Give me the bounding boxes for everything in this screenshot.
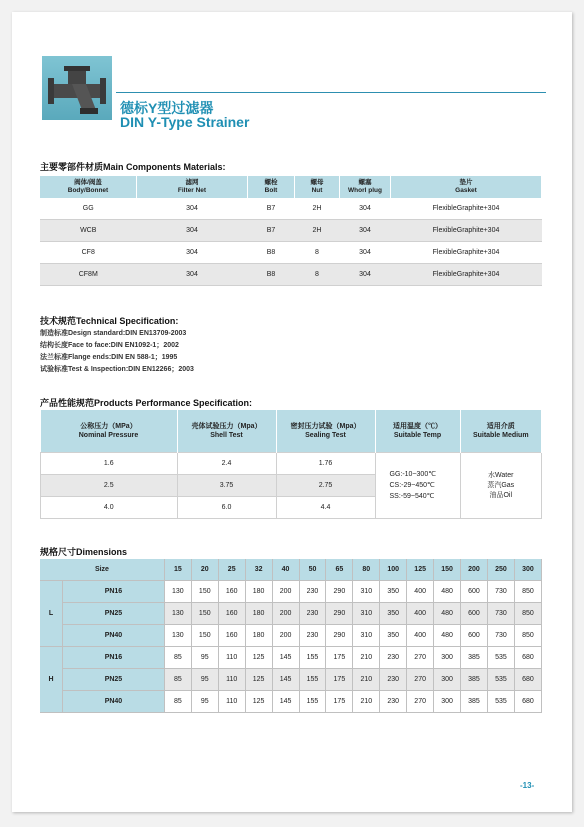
col-nominal-pressure: 公称压力（MPa） Nominal Pressure	[41, 410, 178, 453]
table-row: CF8 304 B8 8 304 FlexibleGraphite+304	[40, 242, 542, 264]
table-row: 4.0 6.0 4.4	[41, 497, 542, 519]
col-body-bonnet: 阀体/阀盖 Body/Bonnet	[40, 176, 137, 198]
performance-table	[40, 410, 542, 519]
header-rule	[116, 92, 546, 93]
col-suitable-temp: 适用温度（℃） Suitable Temp	[375, 410, 460, 453]
temp-cell: GG:-10~300℃ CS:-29~450℃ SS:-59~540℃	[375, 453, 460, 519]
medium-cell: 水Water 蒸汽Gas 油品Oil	[460, 453, 542, 519]
col-filter-net: 滤网 Filter Net	[137, 176, 248, 198]
dimensions-table	[40, 559, 542, 713]
spec-line-design: 制造标准Design standard:DIN EN13709-2003	[40, 330, 187, 337]
product-title-en: DIN Y-Type Strainer	[120, 114, 250, 130]
table-row: 1.6 2.4 1.76 GG:-10~300℃ CS:-29~450℃ SS:-59~540℃ 水Water 蒸汽Gas 油品Oil	[41, 453, 542, 475]
spec-line-test: 试验标准Test & Inspection:DIN EN12266；2003	[40, 366, 194, 373]
product-title-cn: 德标Y型过滤器	[120, 100, 214, 116]
dimensions-heading: 规格尺寸Dimensions	[40, 547, 128, 557]
col-nut: 螺母 Nut	[295, 176, 340, 198]
table-row: H PN16 85 95 110 125 145 155 175 210 230 270 300 385 535 680	[40, 647, 542, 669]
strainer-photo	[42, 56, 112, 120]
performance-heading: 产品性能规范Products Performance Specification:	[40, 398, 253, 408]
table-row: PN40 85 95 110 125 145 155 175 210 230 270 300 385 535 680	[40, 691, 542, 713]
table-row: L PN16 130 150 160 180 200 230 290 310 350 400 480 600 730 850	[40, 581, 542, 603]
strainer-icon	[42, 56, 112, 120]
col-sealing-test: 密封压力试验（Mpa） Sealing Test	[276, 410, 375, 453]
table-row: GG 304 B7 2H 304 FlexibleGraphite+304	[40, 198, 542, 220]
materials-table	[40, 176, 542, 286]
spec-line-face: 结构长度Face to face:DIN EN1092-1；2002	[40, 342, 179, 349]
spec-line-flange: 法兰标准Flange ends:DIN EN 588-1；1995	[40, 354, 178, 361]
col-suitable-medium: 适用介质 Suitable Medium	[460, 410, 542, 453]
dimensions-size-row: Size 15 20 25 32 40 50 65 80 100 125 150 200 250 300	[40, 559, 542, 581]
table-row: WCB 304 B7 2H 304 FlexibleGraphite+304	[40, 220, 542, 242]
materials-heading: 主要零部件材质Main Components Materials:	[40, 162, 226, 172]
table-row: PN25 130 150 160 180 200 230 290 310 350 400 480 600 730 850	[40, 603, 542, 625]
tech-spec-heading: 技术规范Technical Specification:	[40, 316, 179, 326]
col-shell-test: 壳体试验压力（Mpa） Shell Test	[177, 410, 276, 453]
table-row: PN25 85 95 110 125 145 155 175 210 230 270 300 385 535 680	[40, 669, 542, 691]
col-whorl-plug: 螺塞 Whorl plug	[340, 176, 391, 198]
col-bolt: 螺栓 Bolt	[248, 176, 295, 198]
col-gasket: 垫片 Gasket	[391, 176, 542, 198]
page-number: -13-	[520, 781, 535, 790]
table-row: PN40 130 150 160 180 200 230 290 310 350 400 480 600 730 850	[40, 625, 542, 647]
catalog-page	[12, 12, 572, 812]
table-row: 2.5 3.75 2.75	[41, 475, 542, 497]
table-row: CF8M 304 B8 8 304 FlexibleGraphite+304	[40, 264, 542, 286]
